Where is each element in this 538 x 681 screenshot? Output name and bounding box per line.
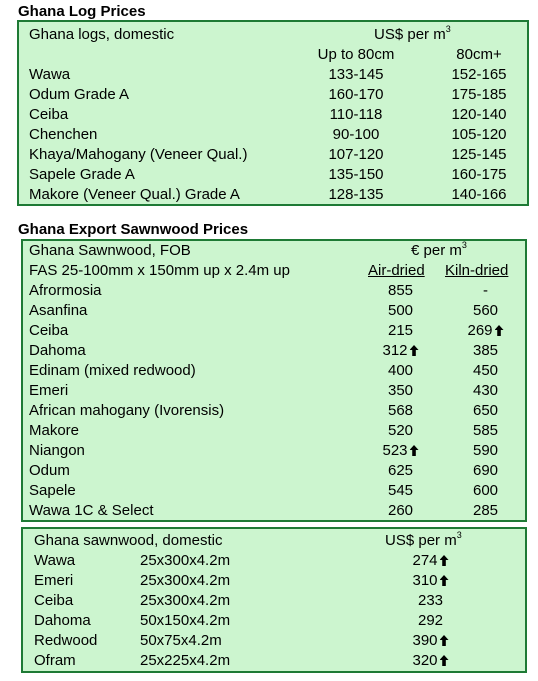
table-row xyxy=(23,651,525,671)
price-air-dried: 545 xyxy=(387,482,414,499)
export-subheader-label: FAS 25-100mm x 150mm up x 2.4m up xyxy=(29,262,290,279)
table-row xyxy=(19,125,527,145)
species-name: Chenchen xyxy=(29,126,98,143)
domestic-header-label: Ghana sawnwood, domestic xyxy=(34,532,223,549)
export-header-row xyxy=(23,241,525,261)
price-80cm-plus: 152-165 xyxy=(451,66,507,83)
table-row xyxy=(23,341,525,361)
price-usd: 233 xyxy=(417,592,444,609)
table-row xyxy=(19,145,527,165)
price-80cm-plus: 120-140 xyxy=(451,106,507,123)
table-row xyxy=(23,381,525,401)
price-up-to-80cm: 133-145 xyxy=(328,66,384,83)
species-name: Sapele Grade A xyxy=(29,166,135,183)
up-arrow-icon xyxy=(440,635,449,646)
price-80cm-plus: 140-166 xyxy=(451,186,507,203)
table-row xyxy=(19,185,527,205)
species-name: Makore (Veneer Qual.) Grade A xyxy=(29,186,240,203)
species-name: Niangon xyxy=(29,442,85,459)
price-kiln-dried: 450 xyxy=(472,362,499,379)
species-name: Asanfina xyxy=(29,302,88,319)
price-air-dried: 312 xyxy=(358,341,443,361)
table-row xyxy=(23,571,525,591)
species-name: Emeri xyxy=(34,572,74,589)
price-kiln-dried: - xyxy=(483,282,488,299)
up-arrow-icon xyxy=(440,555,449,566)
table-row xyxy=(23,591,525,611)
log-header-label: Ghana logs, domestic xyxy=(29,26,175,43)
species-name: Odum Grade A xyxy=(29,86,130,103)
dimensions: 25x300x4.2m xyxy=(140,592,231,609)
log-prices-table xyxy=(17,20,529,206)
price-air-dried: 855 xyxy=(387,282,414,299)
price-up-to-80cm: 107-120 xyxy=(328,146,384,163)
price-kiln-dried: 590 xyxy=(472,442,499,459)
species-name: Redwood xyxy=(34,632,98,649)
table-row xyxy=(23,401,525,421)
table-row xyxy=(23,551,525,571)
table-row xyxy=(23,461,525,481)
table-row xyxy=(23,321,525,341)
dimensions: 50x75x4.2m xyxy=(140,632,222,649)
price-up-to-80cm: 135-150 xyxy=(328,166,384,183)
price-80cm-plus: 175-185 xyxy=(451,86,507,103)
price-kiln-dried: 600 xyxy=(472,482,499,499)
table-row xyxy=(19,105,527,125)
species-name: Sapele xyxy=(29,482,76,499)
export-prices-table xyxy=(21,239,527,522)
dimensions: 25x300x4.2m xyxy=(140,552,231,569)
table-row xyxy=(19,65,527,85)
species-name: Dahoma xyxy=(29,342,86,359)
table-row xyxy=(23,421,525,441)
price-air-dried: 215 xyxy=(387,322,414,339)
table-row xyxy=(23,361,525,381)
species-name: Ceiba xyxy=(29,106,69,123)
export-prices-title: Ghana Export Sawnwood Prices xyxy=(18,221,249,238)
price-kiln-dried: 385 xyxy=(472,342,499,359)
price-80cm-plus: 105-120 xyxy=(451,126,507,143)
log-subheader-row xyxy=(19,45,527,65)
price-kiln-dried: 650 xyxy=(472,402,499,419)
species-name: Ceiba xyxy=(29,322,69,339)
price-kiln-dried: 430 xyxy=(472,382,499,399)
price-air-dried: 260 xyxy=(387,502,414,519)
price-air-dried: 523 xyxy=(358,441,443,461)
domestic-header-row xyxy=(23,531,525,551)
price-kiln-dried: 690 xyxy=(472,462,499,479)
table-row xyxy=(23,441,525,461)
species-name: African mahogany (Ivorensis) xyxy=(29,402,225,419)
table-row xyxy=(23,611,525,631)
export-col-air-dried: Air-dried xyxy=(368,262,425,279)
table-row xyxy=(23,281,525,301)
price-usd: 310 xyxy=(383,571,478,591)
price-air-dried: 350 xyxy=(387,382,414,399)
price-up-to-80cm: 160-170 xyxy=(328,86,384,103)
price-kiln-dried: 269 xyxy=(443,321,528,341)
price-air-dried: 520 xyxy=(387,422,414,439)
up-arrow-icon xyxy=(410,445,419,456)
species-name: Edinam (mixed redwood) xyxy=(29,362,196,379)
species-name: Khaya/Mahogany (Veneer Qual.) xyxy=(29,146,248,163)
export-col-kiln-dried: Kiln-dried xyxy=(445,262,509,279)
dimensions: 25x300x4.2m xyxy=(140,572,231,589)
log-header-unit: US$ per $m^3$ xyxy=(374,24,451,43)
up-arrow-icon xyxy=(440,655,449,666)
price-usd: 274 xyxy=(383,551,478,571)
table-row xyxy=(23,481,525,501)
price-up-to-80cm: 128-135 xyxy=(328,186,384,203)
price-up-to-80cm: 110-118 xyxy=(329,106,383,123)
price-up-to-80cm: 90-100 xyxy=(332,126,380,143)
price-kiln-dried: 285 xyxy=(472,502,499,519)
up-arrow-icon xyxy=(440,575,449,586)
log-col-up-to-80: Up to 80cm xyxy=(317,46,395,63)
species-name: Dahoma xyxy=(34,612,91,629)
log-prices-title: Ghana Log Prices xyxy=(18,3,146,20)
price-usd: 390 xyxy=(383,631,478,651)
up-arrow-icon xyxy=(495,325,504,336)
table-row xyxy=(23,501,525,521)
export-subheader-row xyxy=(23,261,525,281)
up-arrow-icon xyxy=(410,345,419,356)
species-name: Wawa xyxy=(29,66,71,83)
price-usd: 292 xyxy=(417,612,444,629)
export-header-unit: € per $m^3$ xyxy=(411,240,467,259)
species-name: Wawa 1C & Select xyxy=(29,502,154,519)
species-name: Odum xyxy=(29,462,70,479)
table-row xyxy=(19,165,527,185)
price-air-dried: 625 xyxy=(387,462,414,479)
table-row xyxy=(23,301,525,321)
price-kiln-dried: 585 xyxy=(472,422,499,439)
dimensions: 50x150x4.2m xyxy=(140,612,231,629)
price-kiln-dried: 560 xyxy=(472,302,499,319)
species-name: Afrormosia xyxy=(29,282,102,299)
price-air-dried: 568 xyxy=(387,402,414,419)
species-name: Makore xyxy=(29,422,80,439)
log-col-80-plus: 80cm+ xyxy=(456,46,502,63)
price-usd: 320 xyxy=(383,651,478,671)
species-name: Emeri xyxy=(29,382,69,399)
price-80cm-plus: 125-145 xyxy=(451,146,507,163)
domestic-header-unit: US$ per $m^3$ xyxy=(385,530,462,549)
price-80cm-plus: 160-175 xyxy=(451,166,507,183)
domestic-prices-table xyxy=(21,527,527,673)
dimensions: 25x225x4.2m xyxy=(140,652,231,669)
species-name: Ceiba xyxy=(34,592,74,609)
price-air-dried: 400 xyxy=(387,362,414,379)
log-header-row xyxy=(19,25,527,45)
export-header-label: Ghana Sawnwood, FOB xyxy=(29,242,191,259)
price-air-dried: 500 xyxy=(387,302,414,319)
species-name: Wawa xyxy=(34,552,76,569)
table-row xyxy=(23,631,525,651)
table-row xyxy=(19,85,527,105)
species-name: Ofram xyxy=(34,652,76,669)
